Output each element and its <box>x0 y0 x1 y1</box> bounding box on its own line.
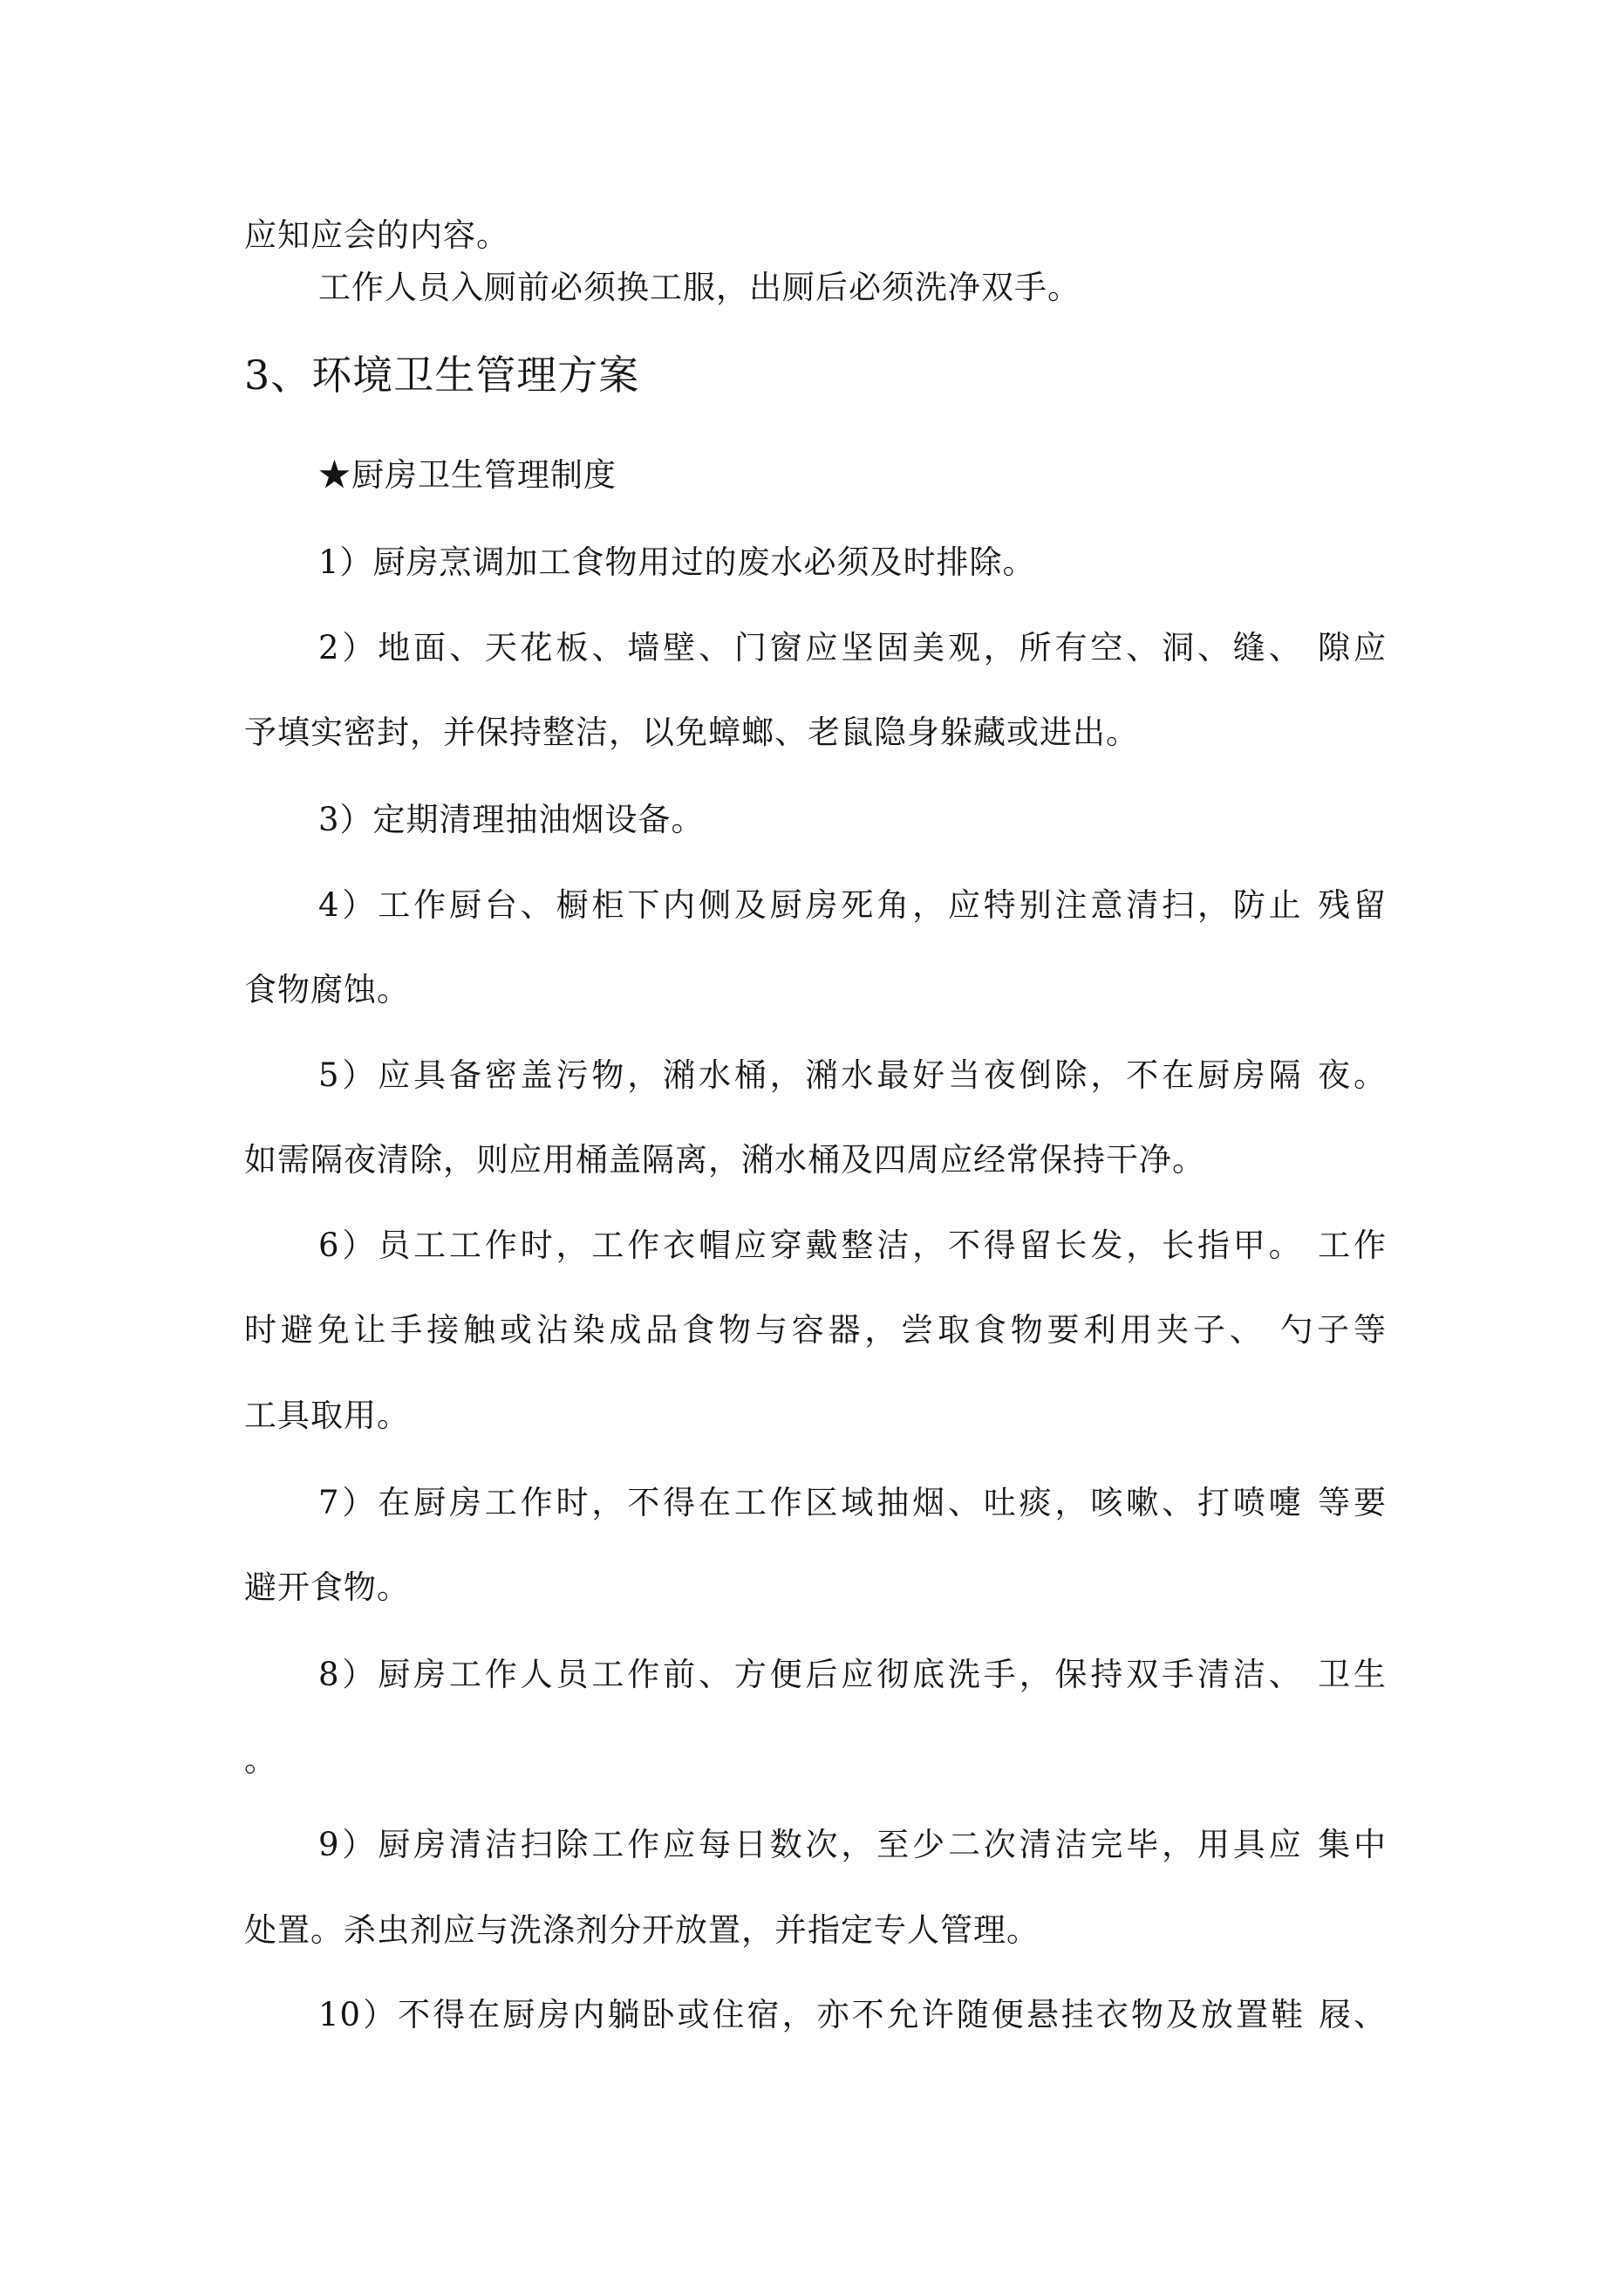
continuation-line: 应知应会的内容。 <box>244 216 509 254</box>
hand-wash-rule: 工作人员入厕前必须换工服，出厕后必须洗净双手。 <box>318 269 1081 306</box>
rule-item-7-line-2: 避开食物。 <box>244 1568 410 1606</box>
rule-item-7-line-1: 7）在厨房工作时，不得在工作区域抽烟、吐痰，咳嗽、打喷嚏 等要 <box>318 1484 1387 1521</box>
rule-item-9-line-1: 9）厨房清洁扫除工作应每日数次，至少二次清洁完毕，用具应 集中 <box>318 1826 1387 1863</box>
subsection-heading: ★厨房卫生管理制度 <box>318 456 617 494</box>
rule-item-5-line-1: 5）应具备密盖污物，潲水桶，潲水最好当夜倒除，不在厨房隔 夜。 <box>318 1056 1387 1094</box>
section-heading: 3、环境卫生管理方案 <box>244 352 640 399</box>
rule-item-6-line-1: 6）员工工作时，工作衣帽应穿戴整洁，不得留长发，长指甲。 工作 <box>318 1227 1387 1264</box>
rule-item-1-line-1: 1）厨房烹调加工食物用过的废水必须及时排除。 <box>318 543 1036 581</box>
rule-item-5-line-2: 如需隔夜清除，则应用桶盖隔离，潲水桶及四周应经常保持干净。 <box>244 1141 1205 1179</box>
rule-item-2-line-1: 2）地面、天花板、墙壁、门窗应坚固美观，所有空、洞、缝、 隙应 <box>318 629 1387 666</box>
rule-item-6-line-2: 时避免让手接触或沾染成品食物与容器，尝取食物要利用夹子、 勺子等 <box>244 1311 1387 1349</box>
rule-item-3-line-1: 3）定期清理抽油烟设备。 <box>318 801 705 838</box>
rule-item-9-line-2: 处置。杀虫剂应与洗涤剂分开放置，并指定专人管理。 <box>244 1911 1040 1949</box>
rule-item-2-line-2: 予填实密封，并保持整洁，以免蟑螂、老鼠隐身躲藏或进出。 <box>244 714 1139 751</box>
rule-item-4-line-2: 食物腐蚀。 <box>244 971 410 1008</box>
rule-item-10-line-1: 10）不得在厨房内躺卧或住宿，亦不允许随便悬挂衣物及放置鞋 屐、 <box>318 1996 1387 2033</box>
rule-item-6-line-3: 工具取用。 <box>244 1397 410 1434</box>
rule-item-4-line-1: 4）工作厨台、橱柜下内侧及厨房死角，应特别注意清扫，防止 残留 <box>318 886 1387 924</box>
rule-item-8-line-2: 。 <box>244 1741 277 1779</box>
rule-item-8-line-1: 8）厨房工作人员工作前、方便后应彻底洗手，保持双手清洁、 卫生 <box>318 1656 1387 1693</box>
